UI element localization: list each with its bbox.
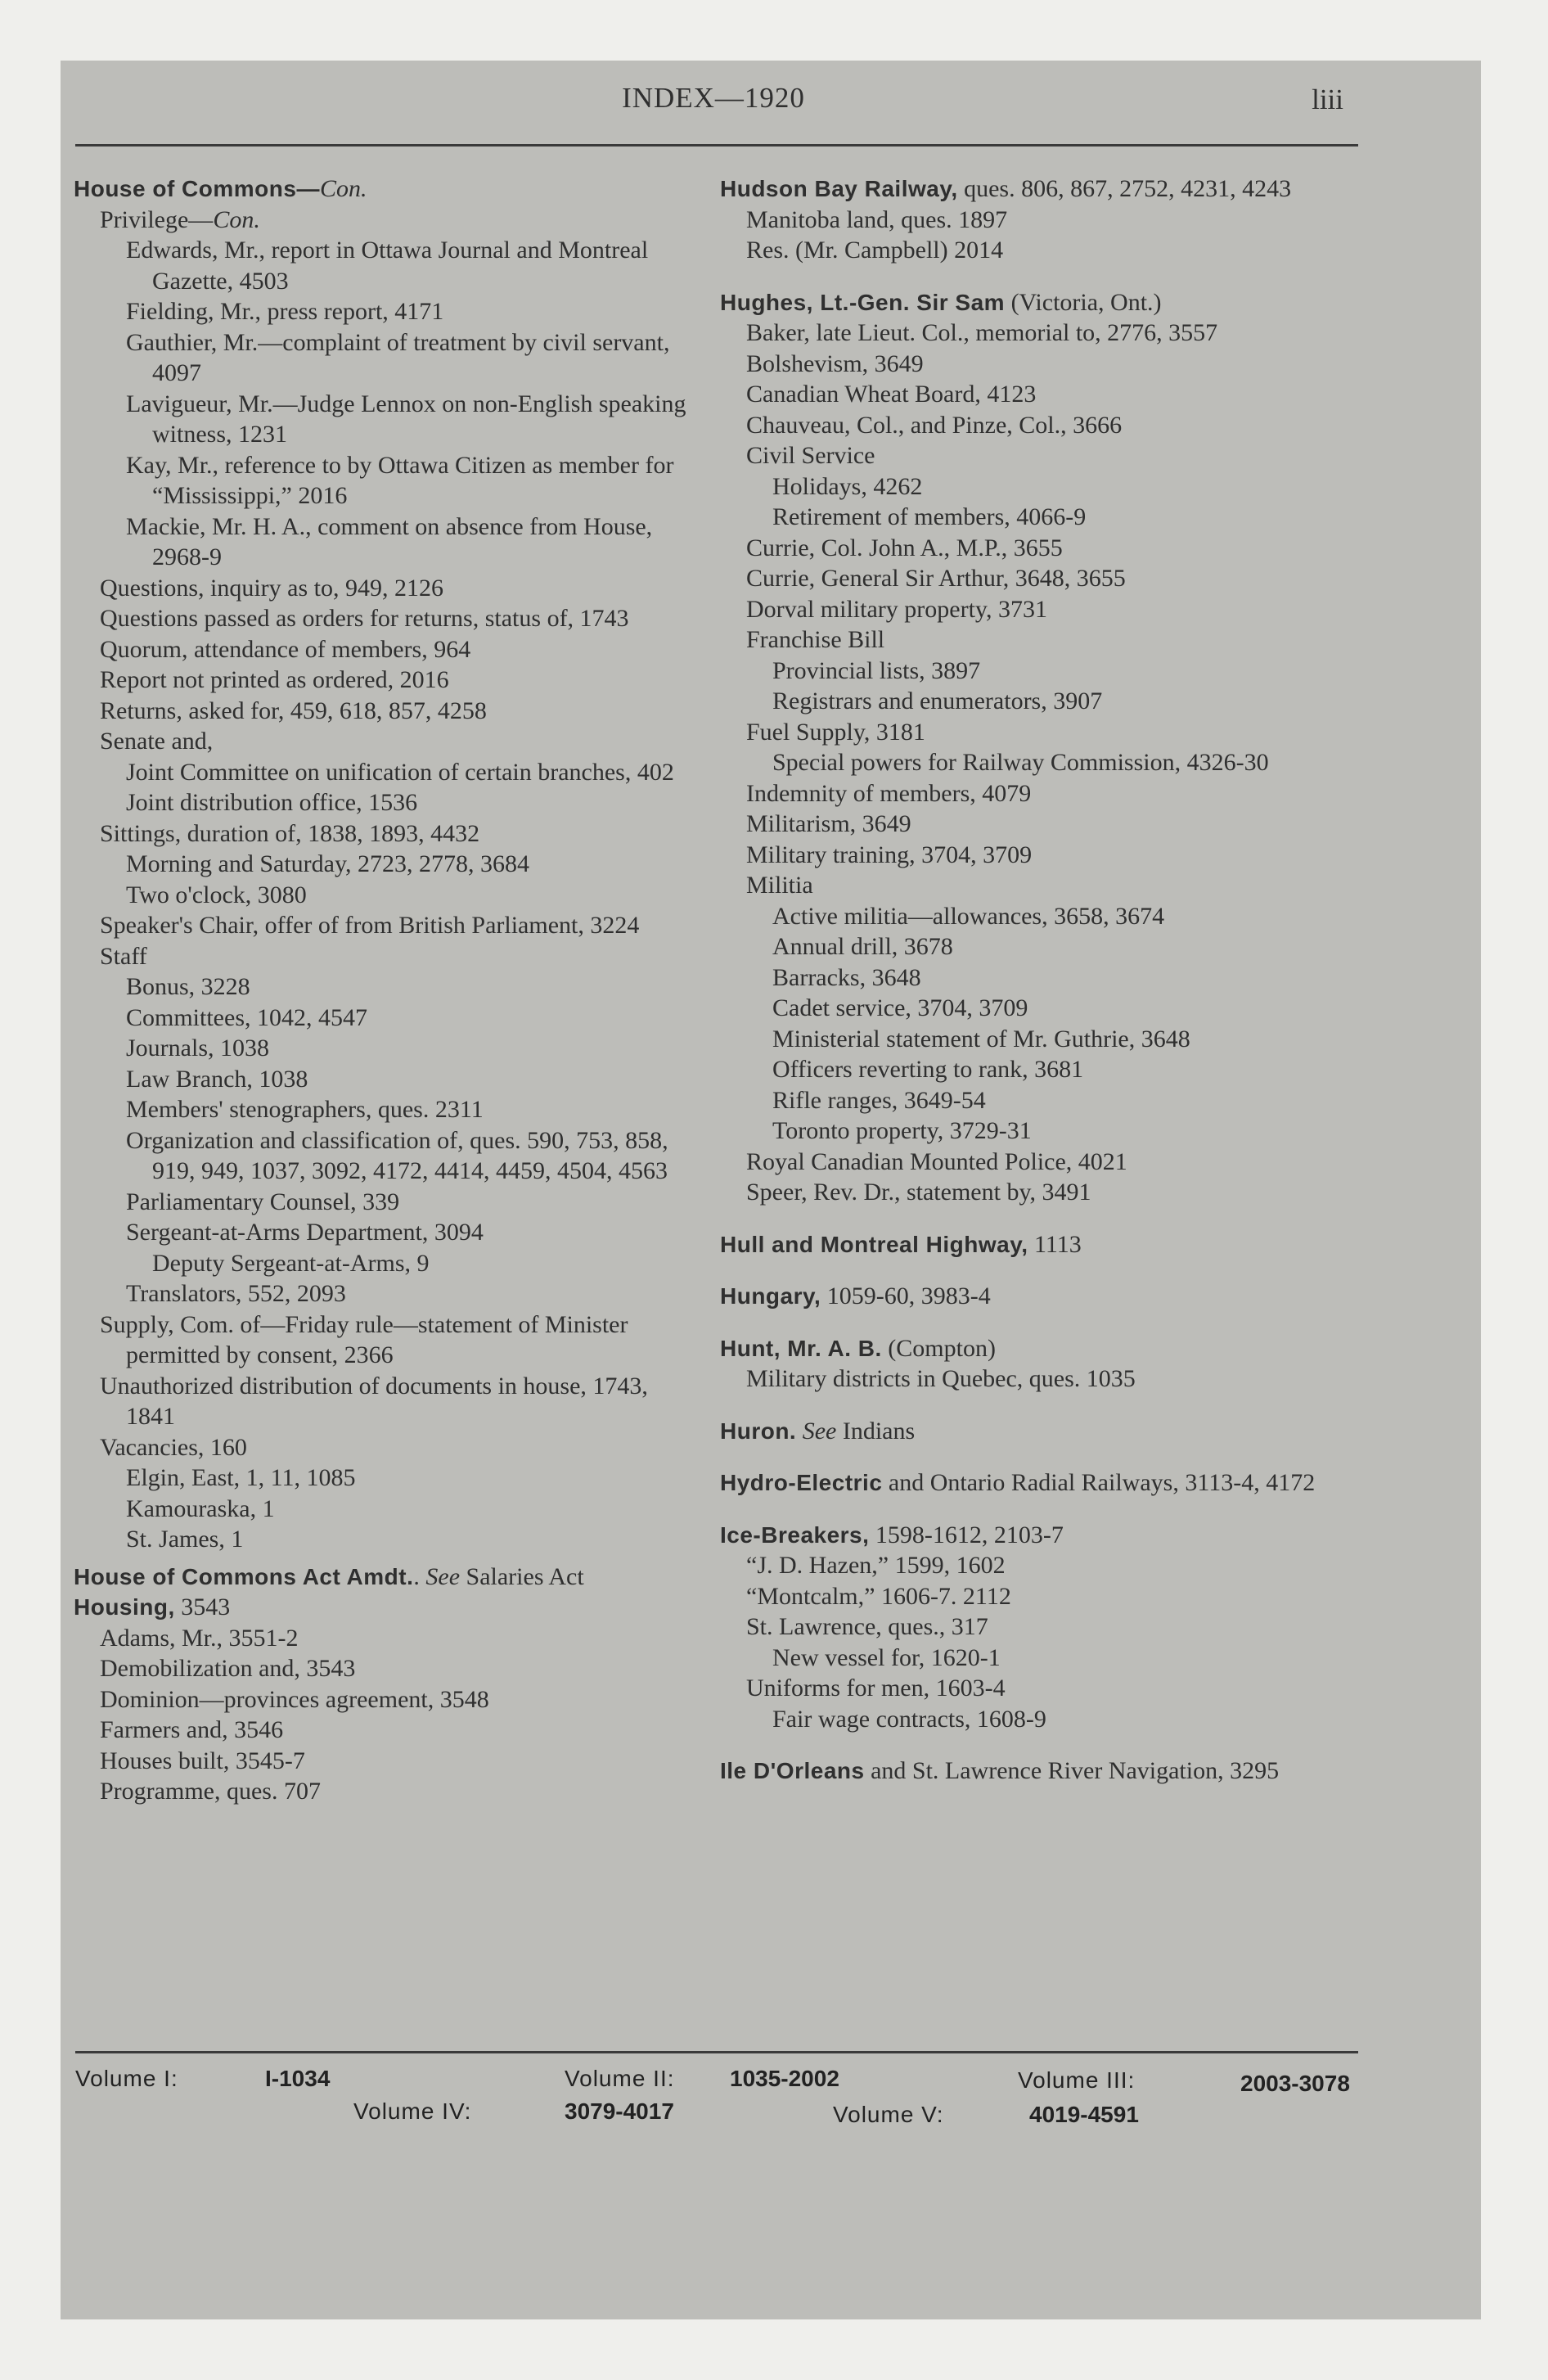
heading-text: Hull and Montreal Highway, — [720, 1231, 1028, 1257]
subentry: Joint distribution office, 1536 — [126, 789, 418, 816]
heading-refs: and Ontario Radial Railways, 3113-4, 4172 — [882, 1469, 1316, 1496]
subentry: Senate and, — [100, 728, 214, 755]
heading-punct: . — [413, 1562, 426, 1590]
right-column — [720, 174, 1342, 1787]
volume-1-label: Volume I: — [75, 2066, 178, 2091]
header-rule — [75, 144, 1358, 146]
subentry: Rifle ranges, 3649-54 — [772, 1086, 986, 1114]
subentry: Military training, 3704, 3709 — [746, 841, 1033, 868]
volume-2-label: Volume II: — [565, 2066, 675, 2091]
subentry: Fielding, Mr., press report, 4171 — [126, 298, 444, 325]
subentry: Sergeant-at-Arms Department, 3094 — [126, 1219, 484, 1246]
heading-text: Ice-Breakers, — [720, 1521, 870, 1548]
index-heading — [74, 1562, 695, 1593]
subentry: Journals, 1038 — [126, 1034, 269, 1062]
subentry: Officers reverting to rank, 3681 — [772, 1056, 1084, 1083]
subentry: Adams, Mr., 3551-2 — [100, 1624, 299, 1652]
subentry: St. James, 1 — [126, 1526, 244, 1553]
subentry: “Montcalm,” 1606-7. 2112 — [746, 1582, 1011, 1610]
page-number: liii — [1312, 83, 1343, 115]
subentry: Fuel Supply, 3181 — [746, 718, 925, 746]
heading-refs: 1113 — [1028, 1230, 1082, 1258]
subentry: Questions, inquiry as to, 949, 2126 — [100, 574, 443, 602]
subentry: Unauthorized distribution of documents in house, 1743, 1841 — [100, 1372, 648, 1430]
subentry: Returns, asked for, 459, 618, 857, 4258 — [100, 696, 487, 724]
index-heading — [74, 174, 695, 205]
footer-rule — [75, 2051, 1358, 2053]
subentry: Military districts in Quebec, ques. 1035 — [746, 1365, 1136, 1392]
see-mark: See — [796, 1417, 837, 1445]
subentry: Bolshevism, 3649 — [746, 349, 924, 377]
subentry: Law Branch, 1038 — [126, 1065, 308, 1093]
heading-refs: ques. 806, 867, 2752, 4231, 4243 — [957, 175, 1292, 202]
index-heading — [720, 1281, 1342, 1312]
heading-text: House of Commons Act Amdt. — [74, 1563, 414, 1589]
subentry: Members' stenographers, ques. 2311 — [126, 1096, 484, 1123]
index-heading — [720, 1229, 1342, 1260]
heading-text: Hydro-Electric — [720, 1470, 883, 1495]
subentry: St. Lawrence, ques., 317 — [746, 1613, 988, 1640]
subentry: Indemnity of members, 4079 — [746, 779, 1032, 807]
subentry: Translators, 552, 2093 — [126, 1280, 346, 1307]
heading-text: Hughes, Lt.-Gen. Sir Sam — [720, 289, 1006, 315]
subentry: Farmers and, 3546 — [100, 1716, 284, 1743]
index-heading — [720, 1416, 1342, 1447]
subentry: Royal Canadian Mounted Police, 4021 — [746, 1147, 1127, 1175]
index-heading — [720, 287, 1342, 318]
heading-text: Housing, — [74, 1594, 175, 1620]
subentry: Houses built, 3545-7 — [100, 1747, 305, 1774]
subentry: Speaker's Chair, offer of from British Parliament, 3224 — [100, 912, 640, 939]
subentry: Currie, Col. John A., M.P., 3655 — [746, 534, 1063, 561]
subentry: Deputy Sergeant-at-Arms, 9 — [152, 1249, 430, 1277]
subentry: Kamouraska, 1 — [126, 1494, 275, 1522]
subentry: Report not printed as ordered, 2016 — [100, 666, 449, 693]
index-heading — [74, 1592, 695, 1623]
subentry: Bonus, 3228 — [126, 973, 250, 1000]
volume-1-range: I-1034 — [265, 2066, 331, 2091]
subentry: Committees, 1042, 4547 — [126, 1003, 367, 1031]
heading-refs: 3543 — [174, 1593, 231, 1620]
subentry: Staff — [100, 942, 147, 970]
volume-4-label: Volume IV: — [353, 2098, 472, 2124]
subentry: Sittings, duration of, 1838, 1893, 4432 — [100, 819, 480, 847]
subentry: Joint Committee on unification of certain branches, 402 — [126, 758, 674, 786]
volume-5-label: Volume V: — [833, 2102, 944, 2127]
heading-refs: and St. Lawrence River Navigation, 3295 — [864, 1757, 1280, 1784]
subentry: Parliamentary Counsel, 339 — [126, 1188, 400, 1215]
see-target: Indians — [836, 1417, 916, 1445]
subentry: Dorval military property, 3731 — [746, 595, 1047, 623]
subentry: Active militia—allowances, 3658, 3674 — [772, 902, 1165, 930]
subentry: Ministerial statement of Mr. Guthrie, 3648 — [772, 1025, 1190, 1053]
subentry — [74, 205, 695, 236]
volume-3-range: 2003-3078 — [1240, 2071, 1350, 2096]
subentry: Uniforms for men, 1603-4 — [746, 1675, 1006, 1702]
heading-refs: (Compton) — [881, 1334, 996, 1362]
index-heading — [720, 1333, 1342, 1364]
subentry: Elgin, East, 1, 11, 1085 — [126, 1464, 356, 1491]
heading-refs: (Victoria, Ont.) — [1005, 288, 1162, 316]
heading-refs: 1059-60, 3983-4 — [821, 1282, 991, 1309]
volume-4-range: 3079-4017 — [565, 2098, 674, 2124]
page-header — [75, 82, 1352, 147]
heading-text: Ile D'Orleans — [720, 1758, 865, 1783]
subentry: Canadian Wheat Board, 4123 — [746, 381, 1037, 408]
subentry: Quorum, attendance of members, 964 — [100, 635, 471, 663]
index-heading — [720, 1520, 1342, 1551]
volume-5-range: 4019-4591 — [1029, 2102, 1139, 2127]
heading-text: House of Commons— — [74, 176, 320, 201]
subentry: Retirement of members, 4066-9 — [772, 503, 1087, 530]
subentry: Annual drill, 3678 — [772, 933, 953, 960]
running-title: INDEX—1920 — [622, 82, 805, 114]
subentry: Organization and classification of, ques. 590, 753, 858, 919, 949, 1037, 3092, 4172, 4414, 4459, 4504, 4563 — [126, 1126, 668, 1184]
subentry: Mackie, Mr. H. A., comment on absence from House, 2968-9 — [126, 512, 653, 570]
index-heading — [720, 1756, 1342, 1787]
heading-text: Hudson Bay Railway, — [720, 176, 958, 201]
subentry: Currie, General Sir Arthur, 3648, 3655 — [746, 565, 1126, 592]
subentry: Vacancies, 160 — [100, 1433, 247, 1461]
subentry-text: Privilege— — [100, 205, 214, 233]
subentry: Lavigueur, Mr.—Judge Lennox on non-English speaking witness, 1231 — [126, 390, 686, 448]
continued-mark: Con. — [213, 205, 260, 233]
left-column — [74, 174, 695, 1807]
subentry: Provincial lists, 3897 — [772, 656, 981, 684]
subentry: Baker, late Lieut. Col., memorial to, 2776, 3557 — [746, 319, 1218, 346]
subentry: Programme, ques. 707 — [100, 1778, 321, 1805]
subentry: Supply, Com. of—Friday rule—statement of Minister permitted by consent, 2366 — [100, 1310, 628, 1368]
heading-text: Huron. — [720, 1418, 797, 1444]
heading-text: Hunt, Mr. A. B. — [720, 1335, 882, 1361]
subentry: Special powers for Railway Commission, 4326-30 — [772, 749, 1269, 776]
subentry: Civil Service — [746, 442, 875, 469]
index-heading — [720, 174, 1342, 205]
subentry: Franchise Bill — [746, 626, 885, 653]
heading-refs: 1598-1612, 2103-7 — [869, 1521, 1064, 1548]
subentry: Toronto property, 3729-31 — [772, 1117, 1032, 1144]
index-heading — [720, 1467, 1342, 1499]
subentry: Questions passed as orders for returns, status of, 1743 — [100, 605, 629, 632]
subentry: Res. (Mr. Campbell) 2014 — [746, 237, 1004, 264]
heading-text: Hungary, — [720, 1283, 821, 1309]
subentry: Barracks, 3648 — [772, 963, 921, 991]
subentry: Kay, Mr., reference to by Ottawa Citizen as member for “Mississippi,” 2016 — [126, 451, 674, 509]
volume-3-label: Volume III: — [1018, 2067, 1136, 2093]
see-target: Salaries Act — [460, 1562, 584, 1590]
subentry: Demobilization and, 3543 — [100, 1655, 356, 1682]
subentry: Registrars and enumerators, 3907 — [772, 687, 1103, 714]
continued-mark: Con. — [319, 175, 367, 202]
subentry: Militarism, 3649 — [746, 810, 911, 837]
see-mark: See — [425, 1562, 461, 1590]
subentry: Speer, Rev. Dr., statement by, 3491 — [746, 1179, 1091, 1206]
subentry: Morning and Saturday, 2723, 2778, 3684 — [126, 850, 530, 877]
subentry: “J. D. Hazen,” 1599, 1602 — [746, 1552, 1006, 1579]
subentry: Militia — [746, 872, 813, 899]
subentry: New vessel for, 1620-1 — [772, 1643, 1001, 1671]
subentry: Dominion—provinces agreement, 3548 — [100, 1685, 489, 1713]
subentry: Chauveau, Col., and Pinze, Col., 3666 — [746, 411, 1123, 439]
subentry: Edwards, Mr., report in Ottawa Journal and Montreal Gazette, 4503 — [126, 237, 649, 295]
subentry: Holidays, 4262 — [772, 472, 923, 500]
subentry: Manitoba land, ques. 1897 — [746, 205, 1008, 233]
volume-2-range: 1035-2002 — [730, 2066, 839, 2091]
subentry: Fair wage contracts, 1608-9 — [772, 1705, 1046, 1733]
volume-key — [75, 2058, 1358, 2139]
subentry: Cadet service, 3704, 3709 — [772, 994, 1028, 1021]
subentry: Two o'clock, 3080 — [126, 881, 307, 908]
subentry: Gauthier, Mr.—complaint of treatment by civil servant, 4097 — [126, 328, 670, 386]
